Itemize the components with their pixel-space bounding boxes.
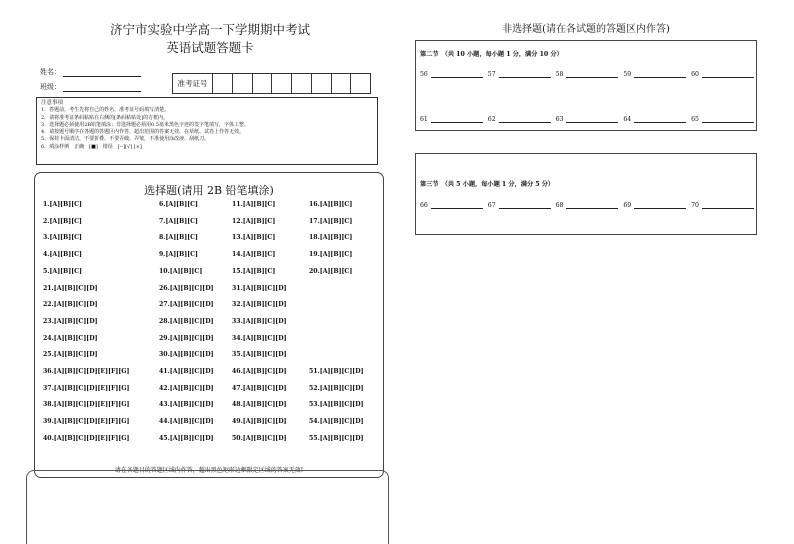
section-three-box	[415, 153, 757, 235]
choice-question[interactable]: 28.[A][B][C][D]	[159, 317, 214, 325]
answer-blank[interactable]	[691, 202, 754, 209]
choice-question[interactable]: 40.[A][B][C][D][E][F][G]	[43, 434, 130, 442]
blank-row	[420, 202, 754, 209]
choice-question[interactable]: 16.[A][B][C]	[309, 201, 353, 208]
choice-question[interactable]: 13.[A][B][C]	[232, 234, 276, 242]
answer-blank[interactable]	[420, 71, 483, 78]
notice-box	[36, 97, 378, 165]
nonchoice-title: 非选择题(请在各试题的答题区内作答)	[502, 24, 670, 35]
choice-question[interactable]: 8.[A][B][C]	[159, 234, 198, 242]
blank-line[interactable]	[566, 116, 618, 123]
exam-number-cell[interactable]	[253, 74, 273, 93]
choice-section	[34, 172, 384, 478]
exam-number-box[interactable]	[172, 73, 371, 94]
exam-number-cell[interactable]	[272, 74, 292, 93]
choice-question[interactable]: 33.[A][B][C][D]	[232, 317, 287, 325]
blank-line[interactable]	[634, 71, 686, 78]
choice-title: 选择题(请用 2B 铅笔填涂)	[144, 184, 274, 197]
blank-number: 60	[691, 71, 699, 78]
section-two-heading: 第二节 （共 10 小题，每小题 1 分，满分 10 分）	[420, 51, 563, 58]
blank-line[interactable]	[702, 71, 754, 78]
answer-blank[interactable]	[623, 202, 686, 209]
choice-question[interactable]: 52.[A][B][C][D]	[309, 384, 364, 392]
choice-question[interactable]: 42.[A][B][C][D]	[159, 384, 214, 392]
choice-question[interactable]: 55.[A][B][C][D]	[309, 434, 364, 442]
exam-number-label: 准考证号	[173, 74, 213, 93]
answer-blank[interactable]	[556, 202, 619, 209]
blank-number: 68	[555, 202, 564, 209]
choice-question[interactable]: 50.[A][B][C][D]	[232, 434, 287, 442]
choice-question[interactable]: 51.[A][B][C][D]	[309, 368, 364, 375]
blank-row	[420, 71, 754, 78]
class-line[interactable]	[63, 83, 141, 92]
answer-blank[interactable]	[691, 71, 754, 78]
answer-blank[interactable]	[420, 202, 483, 209]
blank-line[interactable]	[499, 116, 551, 123]
choice-footer-note: 请在各题目的答题区域内作答，超出黑色矩形边框限定区域的答案无效!	[114, 467, 304, 474]
choice-question[interactable]: 38.[A][B][C][D][E][F][G]	[43, 401, 130, 409]
blank-number: 57	[487, 71, 496, 78]
choice-question[interactable]: 48.[A][B][C][D]	[232, 401, 287, 409]
choice-question[interactable]: 15.[A][B][C]	[232, 267, 276, 275]
choice-question[interactable]: 2.[A][B][C]	[43, 217, 82, 225]
blank-number: 65	[691, 116, 699, 123]
class-field[interactable]	[40, 82, 141, 92]
choice-question[interactable]: 3.[A][B][C]	[43, 234, 82, 242]
choice-question[interactable]: 14.[A][B][C]	[232, 251, 276, 259]
choice-question[interactable]: 11.[A][B][C]	[232, 201, 276, 208]
blank-number: 66	[420, 202, 428, 209]
choice-question[interactable]: 41.[A][B][C][D]	[159, 368, 214, 375]
blank-line[interactable]	[634, 116, 686, 123]
choice-question[interactable]: 54.[A][B][C][D]	[309, 418, 364, 426]
choice-question[interactable]: 19.[A][B][C]	[309, 251, 353, 259]
notice-item: 2．请将准考证条码粘贴在右侧的[条码粘贴处]的方框内。	[41, 114, 169, 121]
choice-question[interactable]: 24.[A][B][C][D]	[43, 334, 98, 342]
blank-number: 64	[623, 116, 632, 123]
blank-number: 62	[487, 116, 496, 123]
choice-question[interactable]: 43.[A][B][C][D]	[159, 401, 214, 409]
choice-question[interactable]: 10.[A][B][C]	[159, 267, 203, 275]
blank-line[interactable]	[431, 71, 483, 78]
answer-blank[interactable]	[623, 71, 686, 78]
blank-line[interactable]	[431, 116, 483, 123]
choice-question[interactable]: 12.[A][B][C]	[232, 217, 276, 225]
blank-line[interactable]	[566, 71, 618, 78]
choice-question[interactable]: 35.[A][B][C][D]	[232, 351, 287, 359]
name-label: 姓名：	[40, 68, 61, 76]
blank-line[interactable]	[702, 202, 754, 209]
section-two-box	[415, 40, 757, 131]
choice-question[interactable]: 5.[A][B][C]	[43, 267, 82, 275]
notice-item: 5．保持卡面清洁，不要折叠、不要弄破、弄皱，不准使用涂改液、刮纸刀。	[41, 136, 210, 143]
blank-line[interactable]	[499, 71, 551, 78]
choice-question[interactable]: 1.[A][B][C]	[43, 201, 82, 208]
blank-number: 69	[623, 202, 632, 209]
choice-question[interactable]: 4.[A][B][C]	[43, 251, 82, 259]
name-field[interactable]	[40, 67, 141, 77]
choice-question[interactable]: 46.[A][B][C][D]	[232, 368, 287, 375]
choice-question[interactable]: 47.[A][B][C][D]	[232, 384, 287, 392]
blank-number: 58	[555, 71, 564, 78]
blank-number: 59	[623, 71, 632, 78]
choice-question[interactable]: 21.[A][B][C][D]	[43, 284, 98, 292]
choice-question[interactable]: 30.[A][B][C][D]	[159, 351, 214, 359]
card-subtitle: 英语试题答题卡	[166, 40, 254, 55]
blank-line[interactable]	[702, 116, 754, 123]
blank-number: 61	[420, 116, 428, 123]
choice-question[interactable]: 18.[A][B][C]	[309, 234, 353, 242]
class-label: 班级：	[40, 83, 61, 91]
choice-question[interactable]: 25.[A][B][C][D]	[43, 351, 98, 359]
choice-question[interactable]: 37.[A][B][C][D][E][F][G]	[43, 384, 130, 392]
exam-number-cell[interactable]	[213, 74, 233, 93]
blank-row	[420, 116, 754, 123]
blank-line[interactable]	[634, 202, 686, 209]
answer-blank[interactable]	[623, 116, 686, 123]
answer-blank[interactable]	[420, 116, 483, 123]
choice-question[interactable]: 9.[A][B][C]	[159, 251, 198, 259]
answer-blank[interactable]	[488, 71, 551, 78]
choice-question[interactable]: 29.[A][B][C][D]	[159, 334, 214, 342]
blank-number: 70	[691, 202, 699, 209]
exam-number-cell[interactable]	[351, 74, 370, 93]
choice-question[interactable]: 23.[A][B][C][D]	[43, 317, 98, 325]
choice-question[interactable]: 32.[A][B][C][D]	[232, 301, 287, 309]
choice-question[interactable]: 31.[A][B][C][D]	[232, 284, 287, 292]
choice-grid	[43, 201, 383, 453]
blank-line[interactable]	[431, 202, 483, 209]
choice-question[interactable]: 49.[A][B][C][D]	[232, 418, 287, 426]
answer-area-box[interactable]	[26, 470, 389, 544]
notice-item: 3．选择题必须使用2B铅笔填涂；非选择题必须用0.5毫米黑色字迹的签字笔填写，字体工整。	[41, 121, 249, 128]
answer-blank[interactable]	[691, 116, 754, 123]
notice-item: 4．请按题号顺序在各题的答题区内作答，超出范围的答案无效，在草纸、试卷上作答无效。	[41, 129, 245, 136]
exam-number-cell[interactable]	[233, 74, 253, 93]
choice-question[interactable]: 45.[A][B][C][D]	[159, 434, 214, 442]
exam-number-cell[interactable]	[292, 74, 312, 93]
exam-number-cell[interactable]	[332, 74, 352, 93]
choice-question[interactable]: 53.[A][B][C][D]	[309, 401, 364, 409]
blank-line[interactable]	[566, 202, 618, 209]
choice-question[interactable]: 22.[A][B][C][D]	[43, 301, 98, 309]
answer-blank[interactable]	[488, 116, 551, 123]
choice-question[interactable]: 44.[A][B][C][D]	[159, 418, 214, 426]
answer-blank[interactable]	[556, 116, 619, 123]
answer-blank[interactable]	[488, 202, 551, 209]
name-line[interactable]	[63, 68, 141, 77]
blank-line[interactable]	[499, 202, 551, 209]
choice-question[interactable]: 7.[A][B][C]	[159, 217, 198, 225]
answer-blank[interactable]	[556, 71, 619, 78]
choice-question[interactable]: 27.[A][B][C][D]	[159, 301, 214, 309]
notice-item: 1．答题前，考生先将自己的姓名、准考证号码填写清楚。	[41, 107, 170, 114]
blank-number: 63	[555, 116, 564, 123]
choice-question[interactable]: 6.[A][B][C]	[159, 201, 198, 208]
choice-question[interactable]: 26.[A][B][C][D]	[159, 284, 214, 292]
blank-number: 56	[420, 71, 428, 78]
choice-question[interactable]: 36.[A][B][C][D][E][F][G]	[43, 368, 130, 375]
notice-item: 6．填涂样例 正确 [■] 错误 [--][√] [×]	[41, 143, 142, 150]
section-three-heading: 第三节 （共 5 小题，每小题 1 分，满分 5 分）	[420, 181, 555, 188]
exam-number-cell[interactable]	[312, 74, 332, 93]
notice-title: 注意事项	[41, 100, 64, 106]
choice-question[interactable]: 39.[A][B][C][D][E][F][G]	[43, 418, 130, 426]
blank-number: 67	[487, 202, 496, 209]
choice-question[interactable]: 20.[A][B][C]	[309, 267, 353, 275]
card-title: 济宁市实验中学高一下学期期中考试	[109, 22, 310, 37]
choice-question[interactable]: 17.[A][B][C]	[309, 217, 353, 225]
choice-question[interactable]: 34.[A][B][C][D]	[232, 334, 287, 342]
